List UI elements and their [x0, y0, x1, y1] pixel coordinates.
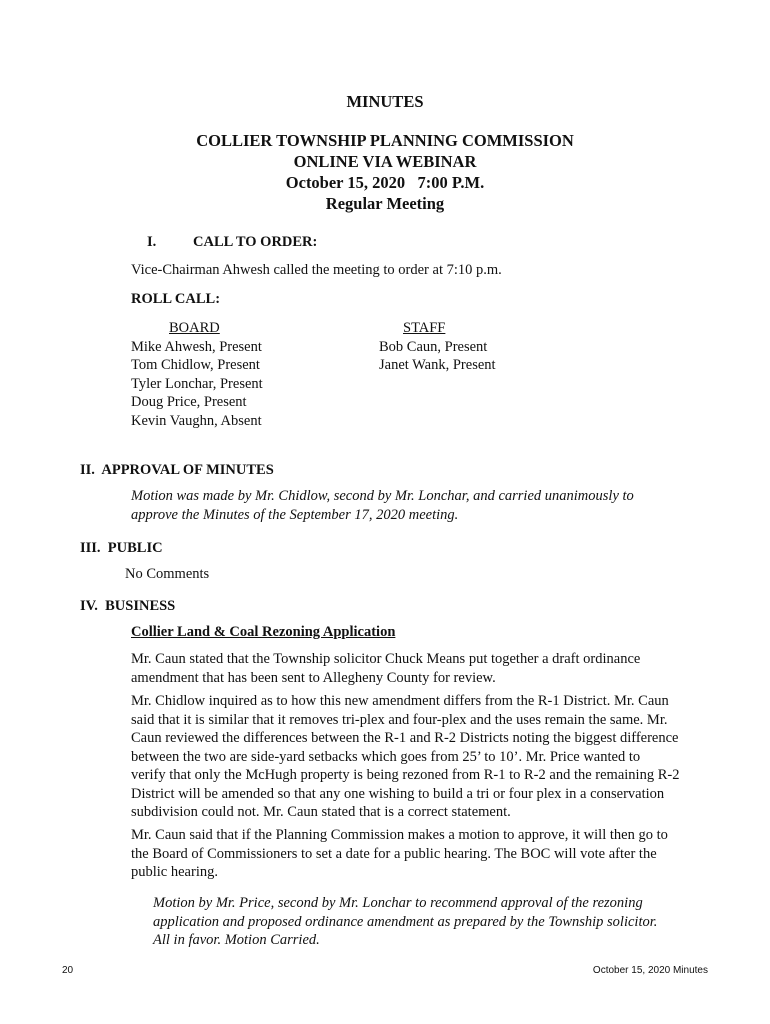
staff-header: STAFF [403, 320, 446, 336]
paragraph-line: District will be amended so that any one wishing to build a tri or four plex in a conservation [131, 785, 665, 802]
call-to-order-text: Vice-Chairman Ahwesh called the meeting to order at 7:10 p.m. [131, 262, 502, 278]
meeting-datetime: October 15, 2020 7:00 P.M. [285, 173, 485, 192]
paragraph-line: verify that only the McHugh property is being rezoned from R-1 to R-2 and the remaining R-2 [131, 767, 680, 783]
paragraph-line: Mr. Caun said that if the Planning Commission makes a motion to approve, it will then go to [131, 827, 668, 843]
paragraph-line: Caun reviewed the differences between the R-1 and R-2 Districts noting the biggest difference [131, 730, 679, 746]
section-1-numeral: I. [147, 234, 157, 250]
paragraph-line: amendment that has been sent to Allegheny County for review. [131, 669, 496, 686]
paragraph-line: Mr. Chidlow inquired as to how this new amendment differs from the R-1 District. Mr. Caun [131, 693, 669, 709]
minutes-motion-line: Motion was made by Mr. Chidlow, second by Mr. Lonchar, and carried unanimously to [131, 488, 634, 504]
motion-line: Motion by Mr. Price, second by Mr. Lonchar to recommend approval of the rezoning [153, 895, 643, 911]
section-4-heading: IV. BUSINESS [80, 598, 176, 614]
board-member: Doug Price, Present [131, 394, 247, 410]
roll-call-heading: ROLL CALL: [131, 291, 221, 307]
minutes-motion-line: approve the Minutes of the September 17, 2020 meeting. [131, 507, 459, 523]
staff-member: Bob Caun, Present [379, 338, 488, 355]
board-header: BOARD [169, 320, 220, 336]
page-number: 20 [62, 965, 74, 976]
board-member: Tom Chidlow, Present [131, 357, 260, 373]
paragraph-line: said that it is similar that it removes tri-plex and four-plex and the uses remain the same. Mr. [131, 711, 668, 728]
meeting-format: ONLINE VIA WEBINAR [293, 152, 477, 171]
paragraph-line: subdivision could not. Mr. Caun stated that is a correct statement. [131, 804, 511, 820]
paragraph-line: Mr. Caun stated that the Township solicitor Chuck Means put together a draft ordinance [131, 651, 641, 667]
business-paragraph-3 [131, 826, 731, 882]
paragraph-line: public hearing. [131, 864, 218, 880]
board-column [131, 319, 361, 430]
commission-title: COLLIER TOWNSHIP PLANNING COMMISSION [196, 131, 574, 150]
business-subheading: Collier Land & Coal Rezoning Application [131, 624, 396, 640]
footer-date-label: October 15, 2020 Minutes [592, 965, 708, 976]
motion-line: application and proposed ordinance amendment as prepared by the Township solicitor. [153, 913, 658, 930]
board-member: Mike Ahwesh, Present [131, 338, 262, 355]
business-paragraph-1 [131, 650, 731, 687]
minutes-title: MINUTES [346, 92, 424, 111]
paragraph-line: the Board of Commissioners to set a date for a public hearing. The BOC will vote after the [131, 845, 657, 862]
business-paragraph-2 [131, 692, 731, 822]
paragraph-line: between the two are side-yard setbacks which goes from 25’ to 10’. Mr. Price wanted to [131, 748, 641, 765]
staff-member: Janet Wank, Present [379, 357, 496, 373]
board-member: Kevin Vaughn, Absent [131, 412, 262, 429]
staff-column [379, 319, 579, 375]
rezoning-motion [153, 894, 733, 950]
meeting-type: Regular Meeting [325, 194, 445, 213]
motion-line: All in favor. Motion Carried. [153, 932, 320, 948]
section-1-heading: CALL TO ORDER: [193, 234, 318, 250]
public-comments-text: No Comments [125, 566, 210, 582]
board-member: Tyler Lonchar, Present [131, 375, 263, 392]
section-3-heading: III. PUBLIC [80, 540, 163, 556]
section-2-heading: II. APPROVAL OF MINUTES [80, 462, 274, 478]
